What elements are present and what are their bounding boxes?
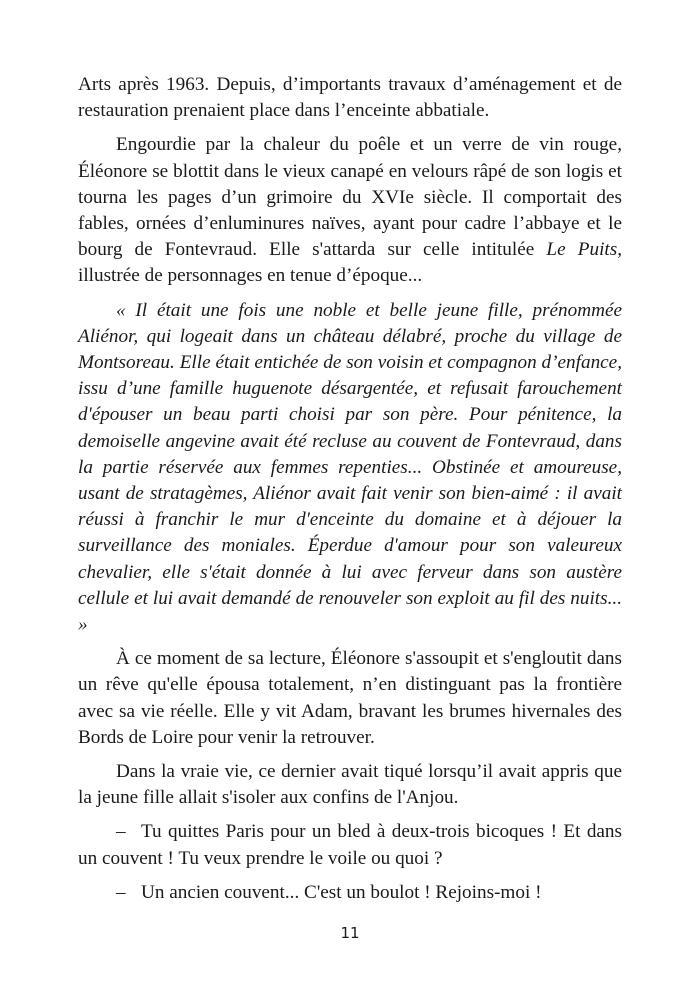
- dialogue-text: Un ancien couvent... C'est un boulot ! Rejoins-moi !: [141, 881, 542, 903]
- dialogue-text: Tu quittes Paris pour un bled à deux-trois bicoques ! Et dans un couvent ! Tu veux prendre le voile ou quoi ?: [78, 821, 622, 869]
- paragraph-grimoire: [78, 132, 622, 289]
- paragraph-fable-quote: « Il était une fois une noble et belle jeune fille, prénommée Aliénor, qui logeait dans un château délabré, proche du village de Montsoreau. Elle était entichée de son voisin et compagnon d’enfance, issu d’une famille huguenote désargentée, et refusait farouchement d'épouser un beau parti choisi par son père. Pour pénitence, la demoiselle angevine avait été recluse au couvent de Fontevraud, dans la partie réservée aux femmes repenties... Obstinée et amoureuse, usant de stratagèmes, Aliénor avait fait venir son bien-aimé : il avait réussi à franchir le mur d'enceinte du domaine et à déjouer la surveillance des moniales. Éperdue d'amour pour son valeureux chevalier, elle s'était donnée à lui avec ferveur dans son austère cellule et lui avait demandé de renouveler son exploit au fil des nuits... »: [78, 299, 622, 636]
- dialogue-dash: –: [116, 821, 126, 843]
- book-page: [78, 72, 622, 914]
- paragraph-text: Engourdie par la chaleur du poêle et un verre de vin rouge, Éléonore se blottit dans le vieux canapé en velours râpé de son logis et tourna les pages d’un grimoire du XVIe siècle. Il comportait des fables, ornées d’enluminures naïves, ayant pour cadre l’abbaye et le bourg de Fontevraud. Elle s'attarda sur celle intitulée: [78, 134, 622, 261]
- dialogue-line: [78, 880, 622, 906]
- fable-title: Le Puits: [546, 239, 618, 261]
- paragraph-text: , illustrée de personnages en tenue d’époque...: [78, 239, 622, 287]
- dialogue-line: [78, 819, 622, 871]
- paragraph-dream: À ce moment de sa lecture, Éléonore s'assoupit et s'engloutit dans un rêve qu'elle épousa totalement, n’en distinguant pas la frontière avec sa vie réelle. Elle y vit Adam, bravant les brumes hivernales des Bords de Loire pour venir la retrouver.: [78, 648, 622, 748]
- dialogue-dash: –: [116, 881, 126, 903]
- paragraph-continuation: Arts après 1963. Depuis, d’importants travaux d’aménagement et de restauration prenaient place dans l’enceinte abbatiale.: [78, 74, 622, 122]
- paragraph-real-life: Dans la vraie vie, ce dernier avait tiqué lorsqu’il avait appris que la jeune fille allait s'isoler aux confins de l'Anjou.: [78, 761, 622, 809]
- page-number: 11: [340, 924, 360, 942]
